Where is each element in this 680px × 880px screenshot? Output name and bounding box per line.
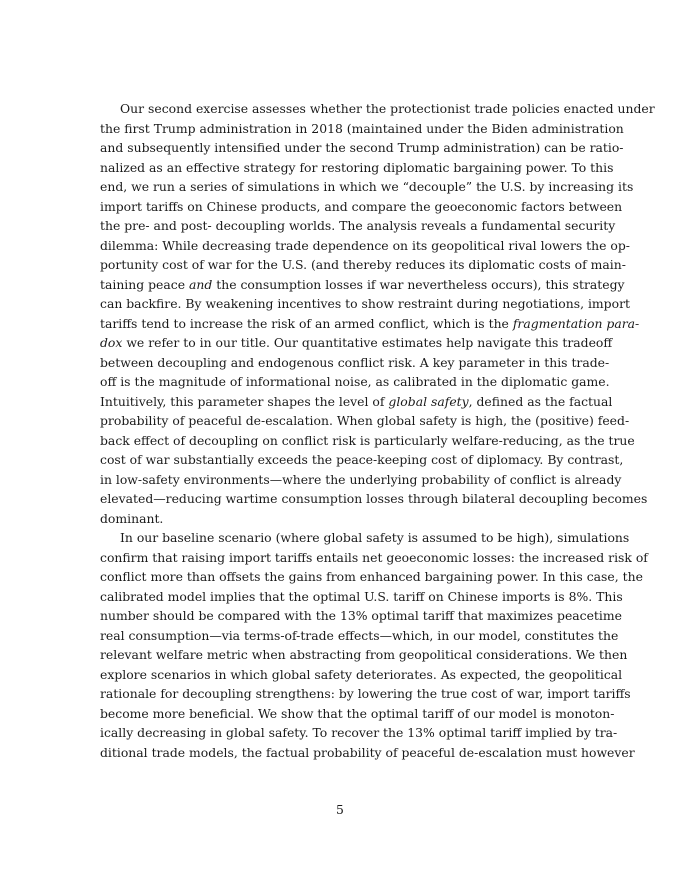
- paragraph-2-line: ically decreasing in global safety. To recover the 13% optimal tariff implied by tra-: [100, 725, 618, 740]
- paragraph-2-line: conflict more than offsets the gains from enhanced bargaining power. In this case, the: [100, 569, 643, 584]
- paragraph-1-line: dominant.: [100, 510, 164, 526]
- paragraph-1-line: elevated—reducing wartime consumption losses through bilateral decoupling becomes: [100, 491, 648, 506]
- paragraph-2-line: relevant welfare metric when abstracting from geopolitical considerations. We then: [100, 647, 628, 662]
- paragraph-2-line: number should be compared with the 13% optimal tariff that maximizes peacetime: [100, 608, 622, 623]
- paragraph-1-line: and subsequently intensified under the second Trump administration) can be ratio-: [100, 140, 624, 155]
- paragraph-2-line: ditional trade models, the factual probability of peaceful de-escalation must however: [100, 744, 635, 760]
- paragraph-2-line: real consumption—via terms-of-trade effects—which, in our model, constitutes the: [100, 627, 619, 643]
- paragraph-1-line: Our second exercise assesses whether the protectionist trade policies enacted under: [120, 101, 655, 116]
- paragraph-1-line: nalized as an effective strategy for restoring diplomatic bargaining power. To this: [100, 159, 614, 175]
- paragraph-1-line: dilemma: While decreasing trade dependence on its geopolitical rival lowers the op-: [100, 237, 630, 253]
- paragraph-1-line: taining peace and the consumption losses if war nevertheless occurs), this strategy: [100, 276, 625, 292]
- paragraph-1-line: dox we refer to in our title. Our quantitative estimates help navigate this tradeoff: [100, 335, 613, 350]
- paragraph-2-line: become more beneficial. We show that the optimal tariff of our model is monoton-: [100, 705, 615, 721]
- paragraph-1-line: in low-safety environments—where the underlying probability of conflict is already: [100, 471, 622, 487]
- paragraph-2-line: rationale for decoupling strengthens: by lowering the true cost of war, import tariffs: [100, 686, 631, 701]
- paragraph-1-line: tariffs tend to increase the risk of an armed conflict, which is the fragmentation para-: [100, 315, 640, 331]
- paragraph-2-line: confirm that raising import tariffs entails net geoeconomic losses: the increased risk of: [100, 549, 648, 565]
- paragraph-1-line: portunity cost of war for the U.S. (and thereby reduces its diplomatic costs of main-: [100, 257, 626, 272]
- paragraph-1-line: off is the magnitude of informational noise, as calibrated in the diplomatic game.: [100, 374, 610, 389]
- paragraph-1-line: back effect of decoupling on conflict risk is particularly welfare-reducing, as the true: [100, 432, 635, 448]
- paragraph-1-line: between decoupling and endogenous conflict risk. A key parameter in this trade-: [100, 354, 610, 370]
- paragraph-2-line: calibrated model implies that the optimal U.S. tariff on Chinese imports is 8%. This: [100, 588, 623, 604]
- paragraph-2-line: explore scenarios in which global safety deteriorates. As expected, the geopolitical: [100, 666, 623, 682]
- page-number: 5: [336, 802, 344, 817]
- paragraph-1-line: Intuitively, this parameter shapes the level of global safety, defined as the factual: [100, 393, 613, 409]
- paragraph-1-line: import tariffs on Chinese products, and compare the geoeconomic factors between: [100, 198, 623, 214]
- paragraph-1-line: end, we run a series of simulations in which we “decouple” the U.S. by increasing its: [100, 179, 634, 194]
- paragraph-1-line: can backfire. By weakening incentives to show restraint during negotiations, import: [100, 296, 630, 311]
- paragraph-1-line: the pre- and post- decoupling worlds. The analysis reveals a fundamental security: [100, 218, 616, 233]
- paragraph-2-line: In our baseline scenario (where global safety is assumed to be high), simulations: [120, 530, 630, 545]
- paragraph-1-line: cost of war substantially exceeds the peace-keeping cost of diplomacy. By contrast,: [100, 452, 624, 467]
- paragraph-1-line: the first Trump administration in 2018 (maintained under the Biden administration: [100, 120, 624, 136]
- paragraph-1-line: probability of peaceful de-escalation. When global safety is high, the (positive) feed-: [100, 413, 630, 428]
